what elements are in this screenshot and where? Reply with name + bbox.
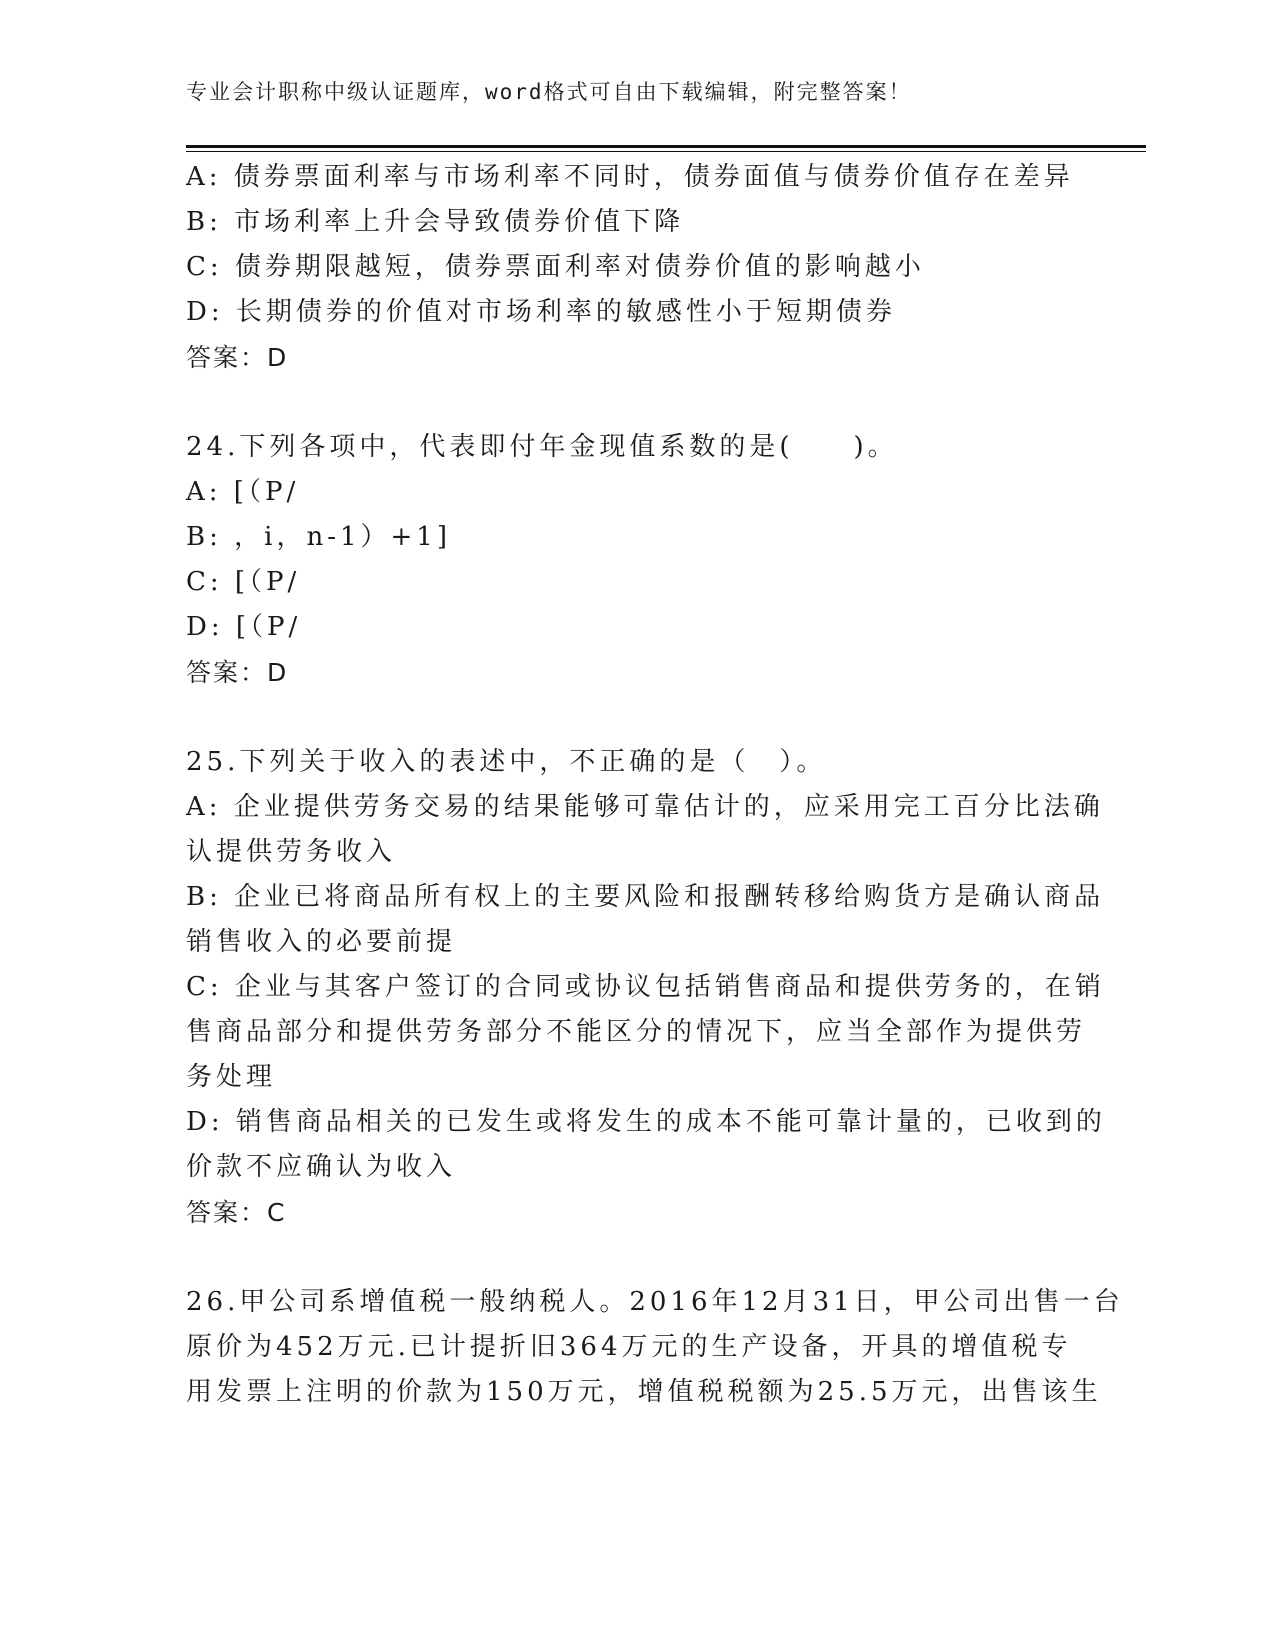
spacer	[186, 380, 1066, 425]
q25-option-b-line1: B: 企业已将商品所有权上的主要风险和报酬转移给购货方是确认商品	[186, 882, 1105, 912]
q24-option-d: D: [（P/	[186, 612, 302, 642]
q23-option-c: C: 债券期限越短，债券票面利率对债券价值的影响越小	[186, 252, 925, 282]
q23-option-a: A: 债券票面利率与市场利率不同时，债券面值与债券价值存在差异	[186, 162, 1074, 192]
q25-option-d-line2: 价款不应确认为收入	[186, 1152, 457, 1182]
q24-answer: 答案：D	[186, 658, 289, 687]
question-content	[186, 155, 1124, 1415]
q25-option-d-line1: D: 销售商品相关的已发生或将发生的成本不能可靠计量的，已收到的	[186, 1107, 1106, 1137]
q24-option-b: B: ，i，n-1）+1]	[186, 522, 451, 552]
q25-option-c-line2: 售商品部分和提供劳务部分不能区分的情况下，应当全部作为提供劳	[186, 1017, 1087, 1047]
q23-option-b: B: 市场利率上升会导致债券价值下降	[186, 207, 685, 237]
q26-stem-line2: 原价为452万元.已计提折旧364万元的生产设备，开具的增值税专	[186, 1332, 1072, 1362]
q25-stem: 25.下列关于收入的表述中，不正确的是（ ）。	[186, 747, 827, 777]
q24-stem: 24.下列各项中，代表即付年金现值系数的是( )。	[186, 432, 898, 462]
q26-stem-line1: 26.甲公司系增值税一般纳税人。2016年12月31日，甲公司出售一台	[186, 1287, 1124, 1317]
spacer	[186, 1235, 1066, 1280]
header-rule-thick	[186, 145, 1146, 148]
q23-option-d: D: 长期债券的价值对市场利率的敏感性小于短期债券	[186, 297, 896, 327]
q25-option-c-line3: 务处理	[186, 1062, 277, 1092]
page-header: 专业会计职称中级认证题库，word格式可自由下载编辑，附完整答案！	[186, 80, 912, 104]
header-rule-thin	[186, 151, 1146, 152]
spacer	[186, 695, 1066, 740]
q24-option-c: C: [（P/	[186, 567, 301, 597]
q25-answer: 答案：C	[186, 1198, 287, 1227]
q26-stem-line3: 用发票上注明的价款为150万元，增值税税额为25.5万元，出售该生	[186, 1377, 1102, 1407]
q23-answer: 答案：D	[186, 343, 289, 372]
q24-option-a: A: [（P/	[186, 477, 300, 507]
q25-option-a-line2: 认提供劳务收入	[186, 837, 397, 867]
q25-option-c-line1: C: 企业与其客户签订的合同或协议包括销售商品和提供劳务的，在销	[186, 972, 1105, 1002]
q25-option-b-line2: 销售收入的必要前提	[186, 927, 457, 957]
q25-option-a-line1: A: 企业提供劳务交易的结果能够可靠估计的，应采用完工百分比法确	[186, 792, 1104, 822]
